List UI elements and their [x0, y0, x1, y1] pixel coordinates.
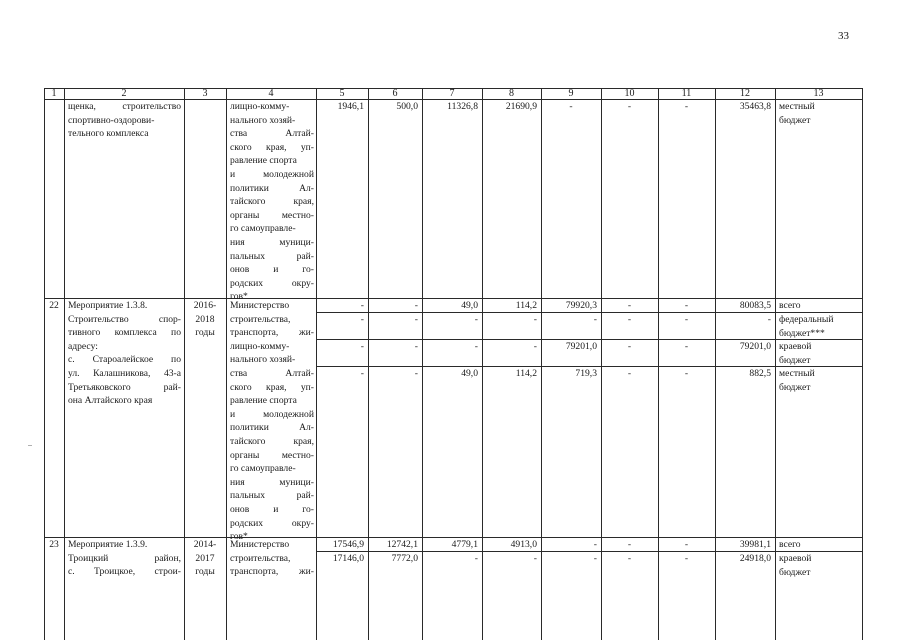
value-cell: 882,5 [749, 368, 771, 379]
text-line: политики Ал- [230, 422, 314, 434]
value-cell: 1946,1 [337, 101, 364, 112]
value-cell: 79201,0 [565, 341, 597, 352]
text-line: политики Ал- [230, 182, 314, 194]
text-line: тивного комплекса по [68, 327, 181, 339]
text-line: пальных рай- [230, 490, 314, 502]
value-cell: 49,0 [461, 368, 478, 379]
value-cell: - [474, 314, 478, 325]
value-cell: 17146,0 [332, 553, 364, 564]
text-line: нального хозяй- [230, 114, 296, 126]
value-cell: - [360, 314, 364, 325]
text-line: 2014- [193, 539, 217, 550]
text-line: ского края, уп- [230, 381, 314, 393]
period [184, 299, 226, 340]
value-cell: - [414, 314, 418, 325]
value-cell: - [684, 300, 689, 311]
text-line: тайского края, [230, 196, 314, 208]
text-line: лищно-комму- [230, 101, 290, 112]
text-line: всего [779, 539, 801, 550]
value-cell: 79201,0 [739, 341, 771, 352]
value-cell: - [627, 553, 632, 564]
text-line: 2016- [193, 300, 217, 311]
executor-description [230, 299, 314, 544]
value-cell: - [684, 368, 689, 379]
text-line: онов и го- [230, 264, 314, 276]
text-line: с. Троицкое, строи- [68, 566, 181, 578]
value-cell: - [360, 300, 364, 311]
value-cell: - [360, 341, 364, 352]
grid-line [775, 88, 776, 640]
text-line: всего [779, 300, 801, 311]
text-line: ства Алтай- [230, 128, 314, 140]
text-line: тайского края, [230, 435, 314, 447]
text-line: бюджет*** [779, 327, 825, 339]
text-line: равление спорта [230, 155, 297, 167]
header-cell: 2 [121, 88, 127, 99]
header-cell: 10 [624, 88, 635, 99]
text-line: годы [195, 566, 215, 578]
header-cell: 11 [681, 88, 692, 99]
text-line: равление спорта [230, 395, 297, 407]
text-line: бюджет [779, 114, 811, 126]
page-number: 33 [838, 30, 849, 42]
grid-line [862, 88, 863, 640]
value-cell: 4913,0 [510, 539, 537, 550]
text-line: 2017 [195, 552, 215, 564]
period [184, 538, 226, 579]
value-cell: 35463,8 [739, 101, 771, 112]
text-line: строительства, [230, 552, 291, 564]
text-line: Мероприятие 1.3.9. [68, 539, 148, 550]
text-line: бюджет [779, 381, 811, 393]
header-cell: 13 [813, 88, 824, 99]
text-line: тельного комплекса [68, 128, 149, 140]
row-number: 23 [49, 539, 59, 550]
value-cell: 49,0 [461, 300, 478, 311]
text-line: 2018 [195, 313, 215, 325]
value-cell: - [627, 101, 632, 112]
executor-description [230, 100, 314, 304]
value-cell: - [627, 314, 632, 325]
value-cell: 7772,0 [391, 553, 418, 564]
row-number: 22 [49, 300, 59, 311]
text-line: гов* [230, 291, 248, 303]
value-cell: - [627, 341, 632, 352]
value-cell: - [684, 553, 689, 564]
funding-source [779, 299, 861, 313]
value-cell: - [360, 368, 364, 379]
executor-description [230, 538, 314, 579]
grid-line [226, 88, 227, 640]
header-cell: 3 [202, 88, 208, 99]
header-cell: 9 [568, 88, 574, 99]
text-line: с. Староалейское по [68, 354, 181, 366]
value-cell: - [474, 341, 478, 352]
value-cell: - [474, 553, 478, 564]
activity-description [68, 299, 181, 408]
value-cell: 24918,0 [739, 553, 771, 564]
value-cell: 39981,1 [739, 539, 771, 550]
value-cell: 4779,1 [451, 539, 478, 550]
text-line: бюджет [779, 566, 811, 578]
value-cell: 12742,1 [386, 539, 418, 550]
value-cell: 21690,9 [505, 101, 537, 112]
text-line: ского края, уп- [230, 141, 314, 153]
scan-mark [28, 445, 32, 446]
value-cell: - [414, 300, 418, 311]
text-line: транспорта, жи- [230, 566, 314, 578]
value-cell: - [569, 101, 573, 112]
value-cell: 80083,5 [739, 300, 771, 311]
header-cell: 5 [339, 88, 345, 99]
funding-source [779, 100, 861, 127]
value-cell: - [533, 553, 537, 564]
value-cell: - [684, 539, 689, 550]
text-line: Троицкий район, [68, 552, 181, 564]
text-line: пальных рай- [230, 250, 314, 262]
grid-line [44, 88, 45, 640]
value-cell: 17546,9 [332, 539, 364, 550]
grid-line [64, 88, 65, 640]
header-cell: 4 [268, 88, 274, 99]
text-line: местный [779, 368, 815, 379]
text-line: она Алтайского края [68, 395, 153, 407]
header-cell: 7 [449, 88, 455, 99]
header-cell: 1 [51, 88, 57, 99]
value-cell: 500,0 [396, 101, 418, 112]
funding-source [779, 313, 861, 340]
value-cell: - [533, 341, 537, 352]
text-line: транспорта, жи- [230, 327, 314, 339]
text-line: органы местно- [230, 449, 314, 461]
text-line: Министерство [230, 300, 290, 311]
text-line: го самоуправле- [230, 463, 296, 475]
text-line: годы [195, 327, 215, 339]
funding-source [779, 538, 861, 552]
header-cell: 12 [740, 88, 750, 99]
text-line: и молодежной [230, 408, 314, 420]
text-line: краевой [779, 553, 812, 564]
text-line: го самоуправле- [230, 223, 296, 235]
text-line: ства Алтай- [230, 367, 314, 379]
text-line: и молодежной [230, 168, 314, 180]
text-line: органы местно- [230, 209, 314, 221]
text-line: краевой [779, 341, 812, 352]
text-line: бюджет [779, 354, 811, 366]
funding-source [779, 340, 861, 367]
value-cell: 114,2 [515, 368, 537, 379]
value-cell: - [767, 314, 771, 325]
text-line: родских окру- [230, 277, 314, 289]
text-line: Строительство спор- [68, 313, 181, 325]
value-cell: 11326,8 [447, 101, 478, 112]
value-cell: - [684, 101, 689, 112]
value-cell: - [627, 300, 632, 311]
text-line: лищно-комму- [230, 340, 290, 352]
activity-description [68, 538, 181, 579]
activity-description [68, 100, 181, 141]
value-cell: - [627, 539, 632, 550]
value-cell: - [533, 314, 537, 325]
header-cell: 8 [509, 88, 514, 99]
value-cell: - [684, 314, 689, 325]
text-line: Третьяковского рай- [68, 381, 181, 393]
value-cell: - [627, 368, 632, 379]
text-line: нального хозяй- [230, 354, 296, 366]
text-line: Мероприятие 1.3.8. [68, 300, 148, 311]
value-cell: - [593, 314, 597, 325]
text-line: местный [779, 101, 815, 112]
text-line: ул. Калашникова, 43-а [68, 367, 181, 379]
text-line: щенка, строительство [68, 101, 181, 112]
text-line: строительства, [230, 313, 291, 325]
funding-source [779, 367, 861, 394]
text-line: адресу: [68, 340, 98, 352]
value-cell: 719,3 [575, 368, 597, 379]
header-cell: 6 [392, 88, 398, 99]
text-line: ния муници- [230, 476, 314, 488]
funding-source [779, 552, 861, 579]
text-line: онов и го- [230, 503, 314, 515]
value-cell: - [593, 539, 597, 550]
value-cell: 114,2 [515, 300, 537, 311]
text-line: Министерство [230, 539, 290, 550]
value-cell: - [414, 341, 418, 352]
value-cell: - [593, 553, 597, 564]
text-line: федеральный [779, 314, 834, 325]
value-cell: - [414, 368, 418, 379]
text-line: ния муници- [230, 236, 314, 248]
text-line: родских окру- [230, 517, 314, 529]
value-cell: - [684, 341, 689, 352]
text-line: спортивно-оздорови- [68, 114, 155, 126]
value-cell: 79920,3 [565, 300, 597, 311]
text-line: гов* [230, 531, 248, 543]
